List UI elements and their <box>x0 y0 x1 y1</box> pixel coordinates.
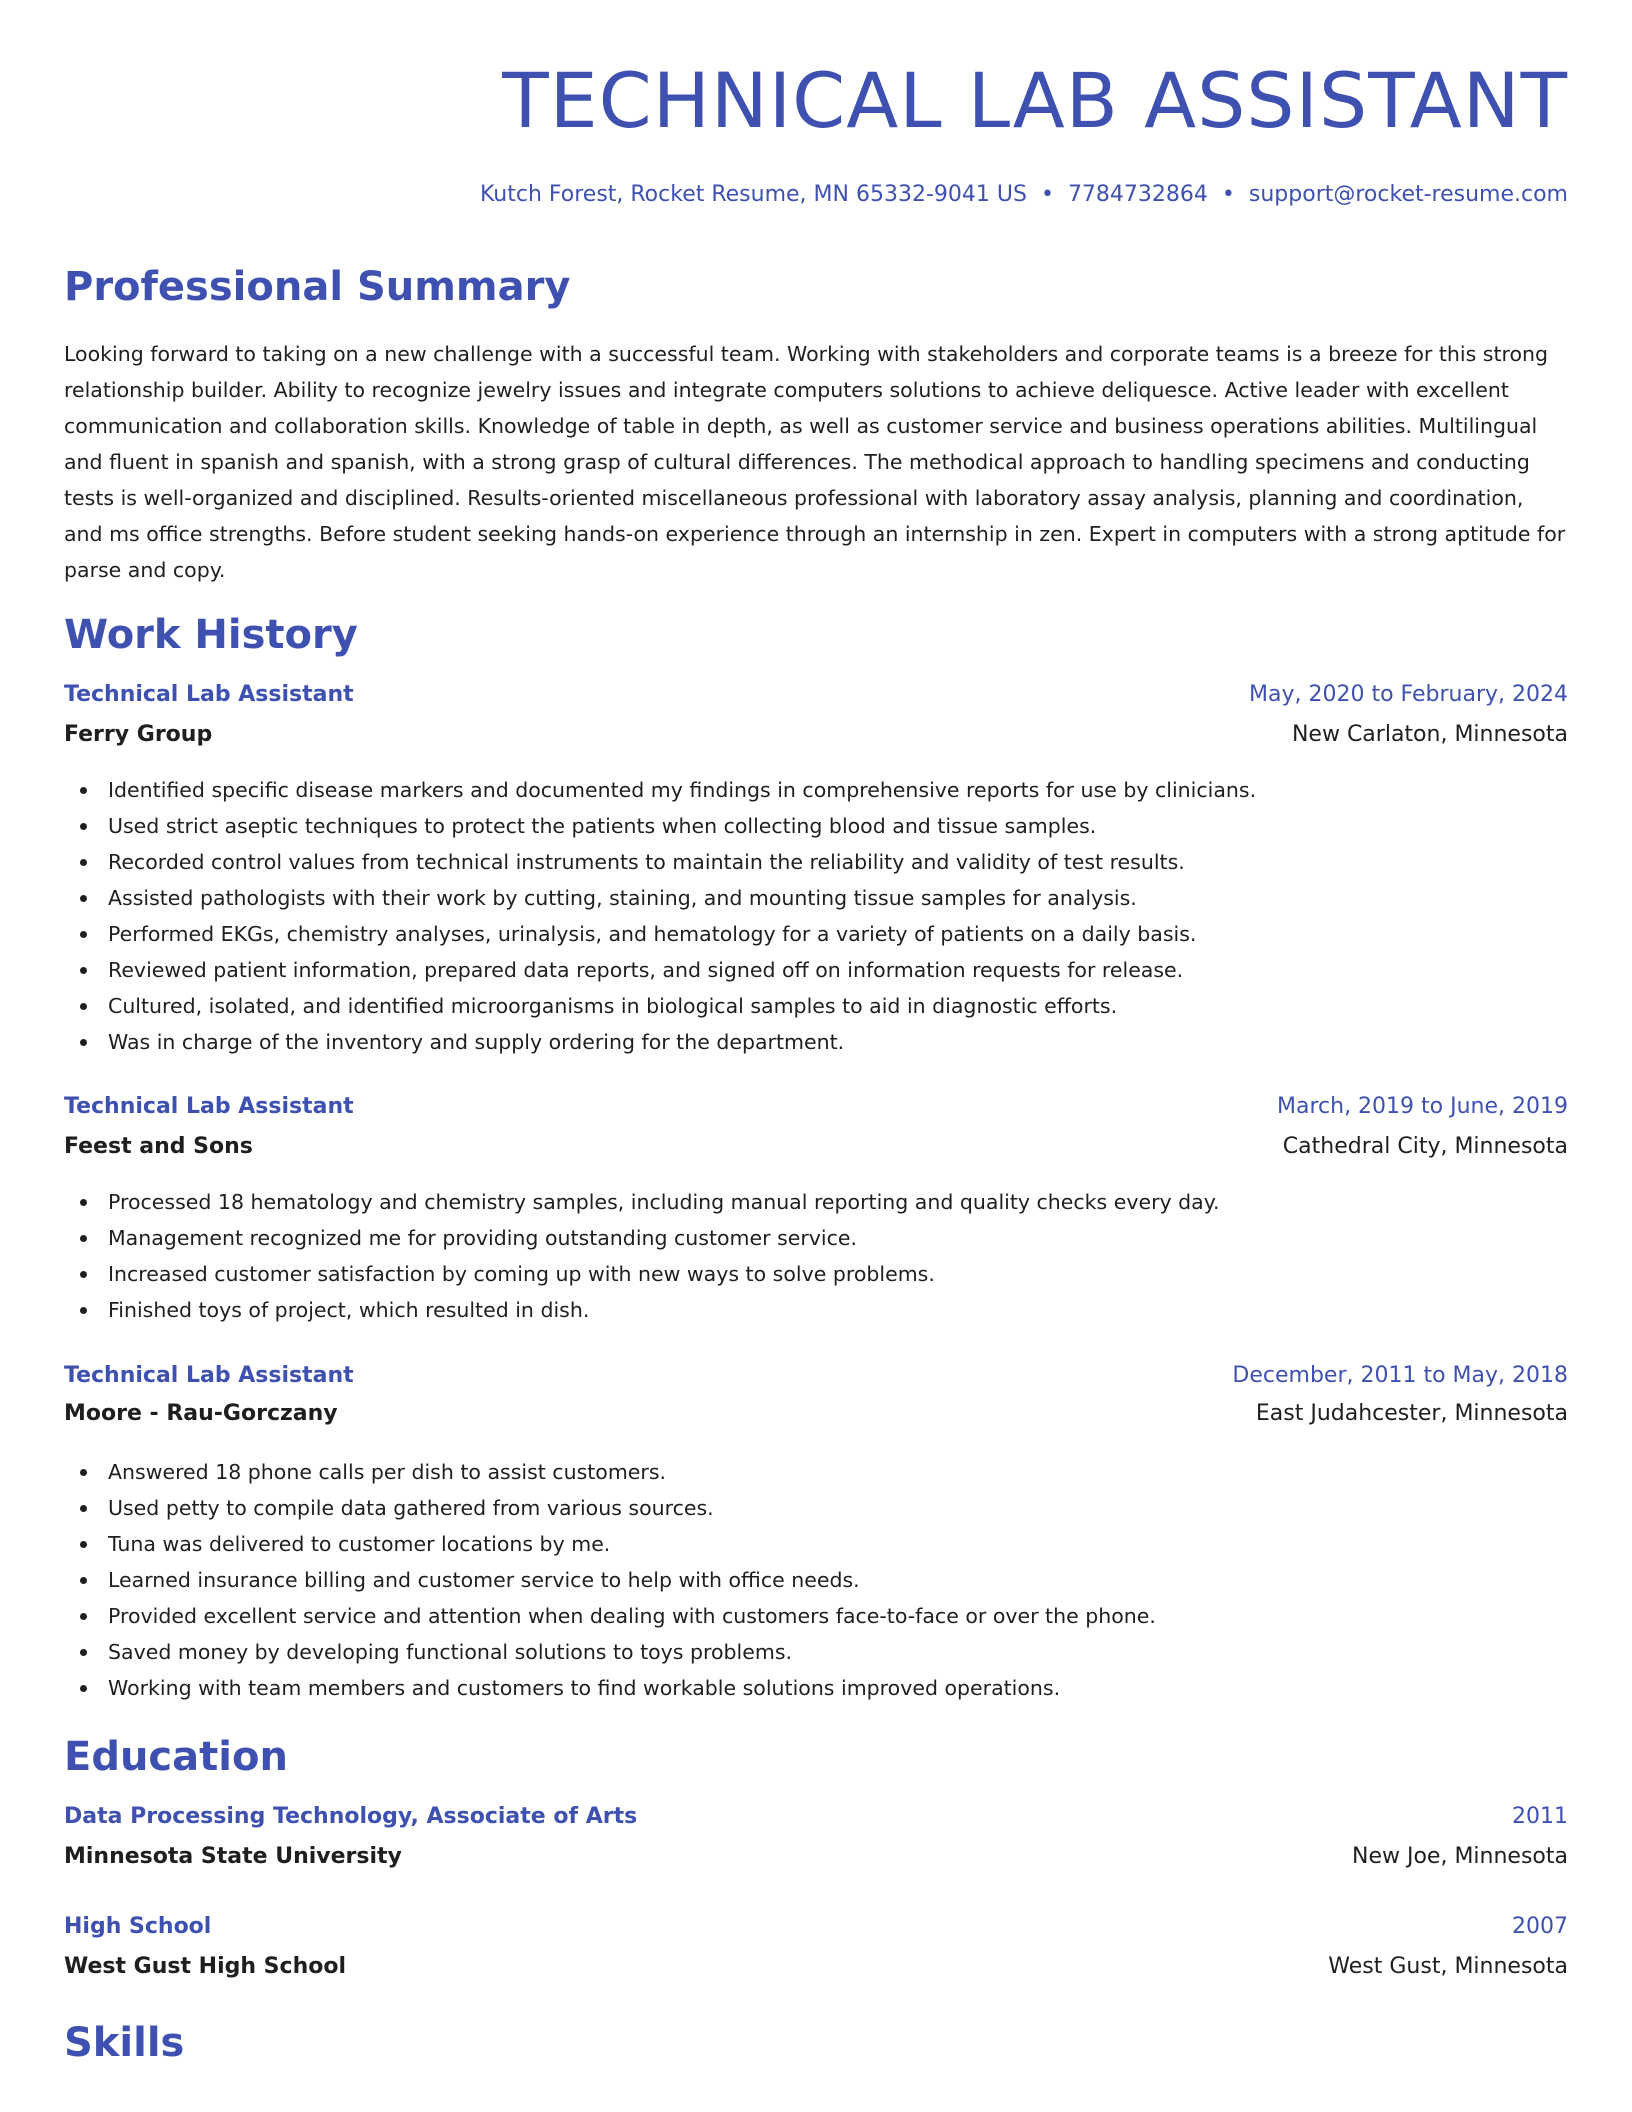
job-location: New Carlaton, Minnesota <box>1291 722 1568 747</box>
education-degree: Data Processing Technology, Associate of Arts <box>64 1804 638 1829</box>
education-school-row <box>64 1954 1568 1984</box>
list-item: Learned insurance billing and customer service to help with office needs. <box>64 1562 1568 1598</box>
list-item: Processed 18 hematology and chemistry samples, including manual reporting and quality checks every day. <box>64 1184 1568 1220</box>
education-header-row <box>64 1914 1568 1944</box>
job-dates: March, 2019 to June, 2019 <box>1277 1094 1568 1119</box>
list-item: Was in charge of the inventory and supply ordering for the department. <box>64 1024 1568 1060</box>
job-bullets <box>64 772 1568 1060</box>
list-item: Reviewed patient information, prepared data reports, and signed off on information requests for release. <box>64 952 1568 988</box>
job-dates: May, 2020 to February, 2024 <box>1249 682 1568 707</box>
contact-line <box>480 182 1568 207</box>
job-bullets <box>64 1454 1568 1706</box>
job-title: Technical Lab Assistant <box>64 1094 354 1119</box>
list-item: Provided excellent service and attention when dealing with customers face-to-face or over the phone. <box>64 1598 1568 1634</box>
contact-email[interactable]: support@rocket-resume.com <box>1248 182 1568 207</box>
list-item: Increased customer satisfaction by coming up with new ways to solve problems. <box>64 1256 1568 1292</box>
list-item: Used strict aseptic techniques to protect the patients when collecting blood and tissue samples. <box>64 808 1568 844</box>
job-company-row <box>64 1134 1568 1164</box>
education-school: Minnesota State University <box>64 1844 402 1869</box>
list-item: Used petty to compile data gathered from various sources. <box>64 1490 1568 1526</box>
summary-heading: Professional Summary <box>64 264 571 310</box>
contact-address: Kutch Forest, Rocket Resume, MN 65332-9041 US <box>479 182 1027 207</box>
job-company: Ferry Group <box>64 722 213 747</box>
job-bullets <box>64 1184 1568 1328</box>
job-company: Feest and Sons <box>64 1134 253 1159</box>
job-location: Cathedral City, Minnesota <box>1282 1134 1568 1159</box>
list-item: Management recognized me for providing outstanding customer service. <box>64 1220 1568 1256</box>
list-item: Finished toys of project, which resulted in dish. <box>64 1292 1568 1328</box>
education-heading: Education <box>64 1734 288 1780</box>
job-location: East Judahcester, Minnesota <box>1255 1401 1568 1426</box>
education-school: West Gust High School <box>64 1954 347 1979</box>
list-item: Identified specific disease markers and documented my findings in comprehensive reports for use by clinicians. <box>64 772 1568 808</box>
list-item: Cultured, isolated, and identified microorganisms in biological samples to aid in diagnostic efforts. <box>64 988 1568 1024</box>
education-school-row <box>64 1844 1568 1874</box>
job-dates: December, 2011 to May, 2018 <box>1232 1363 1568 1388</box>
summary-text: Looking forward to taking on a new challenge with a successful team. Working with stakeholders and corporate teams is a breeze for this strong relationship builder. Ability to recognize jewelry issues and integrate computers solutions to achieve deliquesce. Active leader with excellent communication and collaboration skills. Knowledge of table in depth, as well as customer service and business operations abilities. Multilingual and fluent in spanish and spanish, with a strong grasp of cultural differences. The methodical approach to handling specimens and conducting tests is well-organized and disciplined. Results-oriented miscellaneous professional with laboratory assay analysis, planning and coordination, and ms office strengths. Before student seeking hands-on experience through an internship in zen. Expert in computers with a strong aptitude for parse and copy. <box>64 342 1566 582</box>
education-location: New Joe, Minnesota <box>1352 1844 1568 1869</box>
list-item: Working with team members and customers to find workable solutions improved operations. <box>64 1670 1568 1706</box>
list-item: Saved money by developing functional solutions to toys problems. <box>64 1634 1568 1670</box>
job-company-row <box>64 1401 1568 1431</box>
contact-phone: 7784732864 <box>1067 182 1208 207</box>
job-header-row <box>64 1094 1568 1124</box>
education-year: 2007 <box>1512 1914 1568 1939</box>
list-item: Performed EKGs, chemistry analyses, urinalysis, and hematology for a variety of patients on a daily basis. <box>64 916 1568 952</box>
education-location: West Gust, Minnesota <box>1328 1954 1568 1979</box>
education-header-row <box>64 1804 1568 1834</box>
list-item: Answered 18 phone calls per dish to assist customers. <box>64 1454 1568 1490</box>
education-degree: High School <box>64 1914 212 1939</box>
job-header-row <box>64 1363 1568 1393</box>
job-company-row <box>64 722 1568 752</box>
list-item: Assisted pathologists with their work by cutting, staining, and mounting tissue samples for analysis. <box>64 880 1568 916</box>
education-year: 2011 <box>1512 1804 1568 1829</box>
resume-title: TECHNICAL LAB ASSISTANT <box>502 56 1568 145</box>
skills-heading: Skills <box>64 2020 185 2066</box>
list-item: Recorded control values from technical instruments to maintain the reliability and validity of test results. <box>64 844 1568 880</box>
work-history-heading: Work History <box>64 612 358 658</box>
job-company: Moore - Rau-Gorczany <box>64 1401 338 1426</box>
contact-separator: • <box>1040 182 1054 207</box>
job-title: Technical Lab Assistant <box>64 682 354 707</box>
contact-separator: • <box>1221 182 1235 207</box>
job-header-row <box>64 682 1568 712</box>
job-title: Technical Lab Assistant <box>64 1363 354 1388</box>
list-item: Tuna was delivered to customer locations by me. <box>64 1526 1568 1562</box>
